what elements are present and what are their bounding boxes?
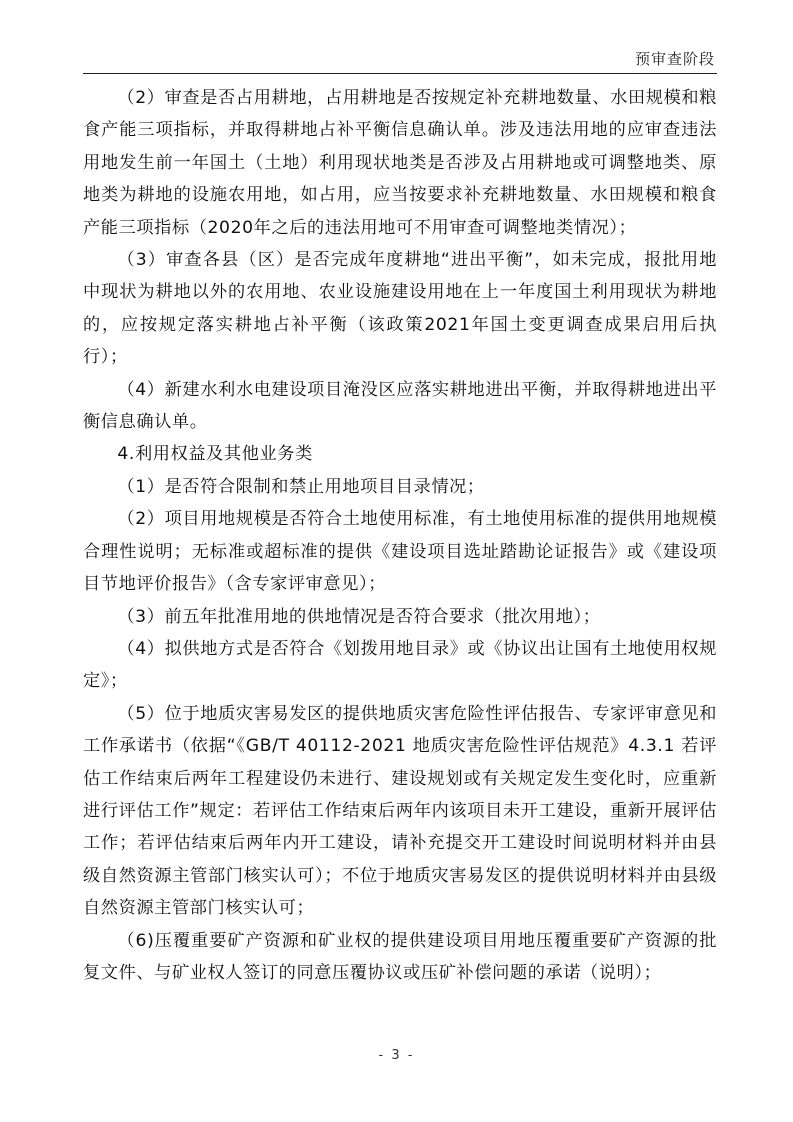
paragraph-3-supply: （3）前五年批准用地的供地情况是否符合要求（批次用地）； <box>117 606 601 627</box>
paragraph-3-balance: （3）审查各县（区）是否完成年度耕地“进出平衡”，如未完成，报批用地中现状为耕地以外的农用地、农业设施建设用地在上一年度国土利用现状为耕地的，应按规定落实耕地占补平衡（该政策2021年国土变更调查成果启用后执行）； <box>83 250 717 368</box>
paragraph-1-catalog: （1）是否符合限制和禁止用地项目目录情况； <box>117 476 485 497</box>
document-body <box>83 82 717 989</box>
paragraph-5-geohazard: （5）位于地质灾害易发区的提供地质灾害危险性评估报告、专家评审意见和工作承诺书（依据“《GB/T 40112-2021 地质灾害危险性评估规范》4.3.1 若评估工作结束后两年工程建设仍未进行、建设规划或有关规定发生变化时，应重新进行评估工作”规定：若评估工作结束后两年内该项目未开工建设，重新开展评估工作；若评估结束后两年内开工建设，请补充提交开工建设时间说明材料并由县级自然资源主管部门核实认可）；不位于地质灾害易发区的提供说明材料并由县级自然资源主管部门核实认可； <box>83 703 717 919</box>
paragraph-2-farmland: （2）审查是否占用耕地，占用耕地是否按规定补充耕地数量、水田规模和粮食产能三项指标，并取得耕地占补平衡信息确认单。涉及违法用地的应审查违法用地发生前一年国土（土地）利用现状地类是否涉及占用耕地或可调整地类、原地类为耕地的设施农用地，如占用，应当按要求补充耕地数量、水田规模和粮食产能三项指标（2020年之后的违法用地可不用审查可调整地类情况）； <box>83 88 717 238</box>
paragraph-2-scale: （2）项目用地规模是否符合土地使用标准，有土地使用标准的提供用地规模合理性说明；无标准或超标准的提供《建设项目选址踏勘论证报告》或《建设项目节地评价报告》（含专家评审意见）； <box>83 509 717 595</box>
paragraph-6-minerals: （6)压覆重要矿产资源和矿业权的提供建设项目用地压覆重要矿产资源的批复文件、与矿业权人签订的同意压覆协议或压矿补偿问题的承诺（说明）； <box>83 930 717 983</box>
section-heading-4: 4.利用权益及其他业务类 <box>117 444 313 465</box>
paragraph-4-method: （4）拟供地方式是否符合《划拨用地目录》或《协议出让国有土地使用权规定》； <box>83 638 717 692</box>
page-number: - 3 - <box>378 1048 415 1063</box>
page-header <box>83 45 717 74</box>
paragraph-4-hydro: （4）新建水利水电建设项目淹没区应落实耕地进出平衡，并取得耕地进出平衡信息确认单。 <box>83 379 717 433</box>
stage-label: 预审查阶段 <box>634 50 715 68</box>
